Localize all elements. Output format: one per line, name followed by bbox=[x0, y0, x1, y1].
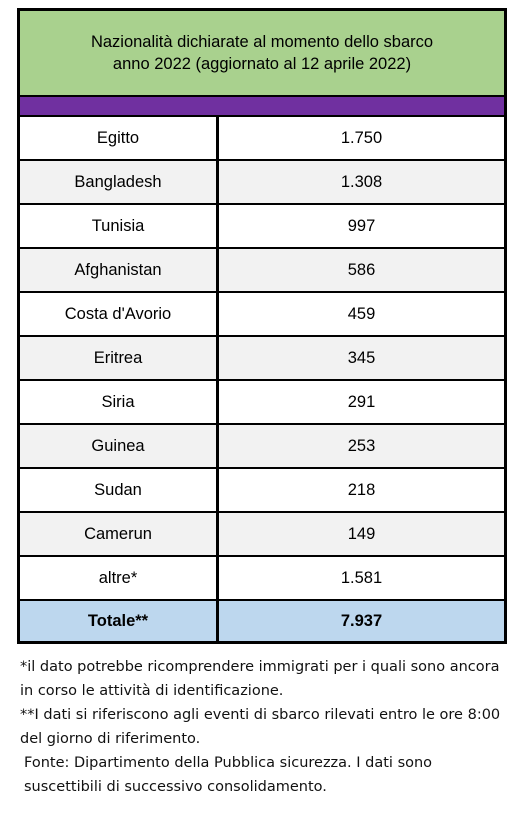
table-row bbox=[20, 425, 504, 469]
nation-cell: Costa d'Avorio bbox=[20, 293, 219, 335]
table-body bbox=[20, 117, 504, 601]
count-cell: 1.581 bbox=[340, 568, 383, 587]
count-cell: 345 bbox=[347, 348, 376, 367]
table-title-line1: Nazionalità dichiarate al momento dello sbarco bbox=[90, 33, 434, 51]
footnote-identification: *il dato potrebbe ricomprendere immigrati per i quali sono ancora in corso le attività di identificazione. bbox=[20, 659, 500, 699]
count-cell: 997 bbox=[347, 216, 376, 235]
count-cell: 149 bbox=[347, 524, 376, 543]
count-cell: 459 bbox=[347, 304, 376, 323]
nation-cell: Sudan bbox=[20, 469, 219, 511]
table-row bbox=[20, 293, 504, 337]
count-cell: 253 bbox=[347, 436, 376, 455]
table-row bbox=[20, 161, 504, 205]
table-row bbox=[20, 117, 504, 161]
nation-cell: Afghanistan bbox=[20, 249, 219, 291]
nation-cell: altre* bbox=[20, 557, 219, 599]
count-cell: 1.308 bbox=[340, 172, 383, 191]
count-cell: 218 bbox=[347, 480, 376, 499]
table-row bbox=[20, 557, 504, 601]
count-cell: 1.750 bbox=[340, 128, 383, 147]
nation-cell: Guinea bbox=[20, 425, 219, 467]
nation-cell: Egitto bbox=[20, 117, 219, 159]
count-cell: 586 bbox=[347, 260, 376, 279]
table-row bbox=[20, 513, 504, 557]
table-row bbox=[20, 249, 504, 293]
nation-cell: Bangladesh bbox=[20, 161, 219, 203]
nation-cell: Camerun bbox=[20, 513, 219, 555]
footnotes bbox=[20, 655, 510, 799]
nation-cell: Siria bbox=[20, 381, 219, 423]
table-header bbox=[20, 11, 504, 97]
table-row bbox=[20, 205, 504, 249]
total-value: 7.937 bbox=[340, 611, 383, 630]
table-row bbox=[20, 381, 504, 425]
source-note: Fonte: Dipartimento della Pubblica sicurezza. I dati sono suscettibili di successivo consolidamento. bbox=[24, 755, 433, 795]
total-row bbox=[20, 601, 504, 641]
count-cell: 291 bbox=[347, 392, 376, 411]
header-divider-band bbox=[20, 97, 504, 117]
nation-cell: Eritrea bbox=[20, 337, 219, 379]
total-label: Totale** bbox=[20, 601, 219, 641]
footnote-landing-events: **I dati si riferiscono agli eventi di sbarco rilevati entro le ore 8:00 del giorno di riferimento. bbox=[20, 707, 501, 747]
table-row bbox=[20, 337, 504, 381]
table-title-line2: anno 2022 (aggiornato al 12 aprile 2022) bbox=[112, 55, 412, 73]
nation-cell: Tunisia bbox=[20, 205, 219, 247]
nationality-table bbox=[17, 8, 507, 644]
table-row bbox=[20, 469, 504, 513]
